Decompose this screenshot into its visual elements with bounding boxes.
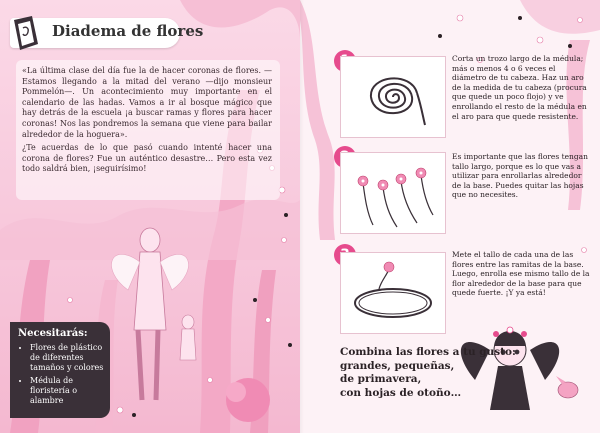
closing-line: de primavera,: [340, 373, 422, 385]
step-2-text: Es importante que las flores tengan tallo largo, porque es lo que vas a utilizar para enrollarlas alrededor de la base. Puedes quitar las hojas que no necesites.: [452, 152, 588, 200]
story-paragraph: ¿Te acuerdas de lo que pasó cuando intenté hacer una corona de flores? Fue un auténtico desastre… Pero esta vez todo saldrá bien, ¡seguirísimo!: [22, 143, 272, 174]
step-3-text: Mete el tallo de cada una de las flores entre las ramitas de la base. Luego, enrolla ese mismo tallo de la flor alrededor de la base para que quede fuerte. ¡Y ya está!: [452, 250, 590, 298]
tree-trunk: [300, 0, 335, 240]
step-1-illustration: [340, 56, 446, 138]
wreath-icon: [341, 253, 445, 333]
closing-line: grandes, pequeñas,: [340, 359, 455, 372]
materials-title: Necesitarás:: [18, 328, 88, 339]
step-2-illustration: [340, 152, 446, 234]
closing-tip: [340, 346, 516, 400]
tree-canopy: [520, 0, 600, 34]
spiral-wire-icon: [341, 57, 445, 137]
story-text: [22, 66, 272, 178]
materials-box: [10, 322, 110, 418]
closing-line: Combina las flores a tu gusto:: [340, 346, 516, 358]
flower-bush: [226, 382, 246, 402]
materials-item: • Flores de plástico de diferentes tamaños y colores: [30, 343, 104, 373]
materials-item: • Médula de floristería o alambre: [30, 376, 104, 406]
hanging-sign-icon: [12, 14, 42, 52]
pet-creature: [556, 376, 578, 398]
closing-line: con hojas de otoño…: [340, 386, 462, 399]
blossoms: [457, 15, 587, 253]
page-title: Diadema de flores: [52, 22, 204, 40]
step-3-illustration: [340, 252, 446, 334]
story-paragraph: «La última clase del día fue la de hacer coronas de flores. —Estamos llegando a la mitad del verano —dijo monsieur Pommelón—. Un acontecimiento muy importante en el calendario de las hadas. Vamos a ir al bosque mágico que hay detrás de la escuela ¡a buscar ramas y flores para hacer coronas! Nos las pondremos la semana que viene para bailar alrededor de la hoguera».: [22, 66, 272, 139]
gutter-shadow: [300, 0, 304, 433]
flowers-icon: [341, 153, 445, 233]
materials-list: [18, 343, 104, 406]
small-fairy-figure: [180, 315, 196, 360]
step-1-text: Corta un trozo largo de la médula; más o menos 4 o 6 veces el diámetro de tu cabeza. Haz un aro de la medida de tu cabeza (procura que quede un poco flojo) y ve enrollando el resto de la médula en el aro para que quede resistente.: [452, 54, 587, 121]
